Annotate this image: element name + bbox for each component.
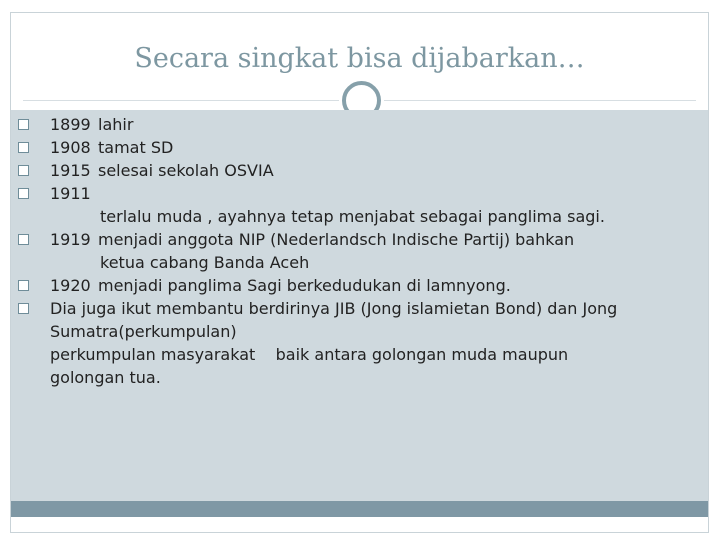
bullet-list (26, 113, 686, 389)
year-label: 1920 (50, 276, 91, 295)
year-label: 1911 (50, 184, 91, 203)
year-label: 1899 (50, 115, 91, 134)
title-area (11, 13, 708, 110)
year-label: 1908 (50, 138, 91, 157)
bullet-square-icon (18, 165, 29, 176)
list-item-continuation: Sumatra(perkumpulan) (50, 322, 237, 341)
list-item-continuation: terlalu muda , ayahnya tetap menjabat sebagai panglima sagi. (100, 207, 605, 226)
list-item (26, 182, 686, 205)
item-text: Dia juga ikut membantu berdirinya JIB (Jong islamietan Bond) dan Jong (50, 299, 618, 318)
year-label: 1919 (50, 230, 91, 249)
list-item (26, 228, 686, 251)
footer-bar (11, 501, 708, 517)
item-text: menjadi panglima Sagi berkedudukan di lamnyong. (98, 276, 511, 295)
bullet-square-icon (18, 303, 29, 314)
item-text: tamat SD (98, 138, 174, 157)
bullet-square-icon (18, 142, 29, 153)
item-text: menjadi anggota NIP (Nederlandsch Indische Partij) bahkan (98, 230, 575, 249)
list-item (26, 113, 686, 136)
list-item (26, 136, 686, 159)
item-text: lahir (98, 115, 134, 134)
bullet-square-icon (18, 188, 29, 199)
list-item-continuation: golongan tua. (50, 368, 161, 387)
bullet-square-icon (18, 119, 29, 130)
item-text: selesai sekolah OSVIA (98, 161, 274, 180)
bullet-square-icon (18, 280, 29, 291)
list-item (26, 274, 686, 297)
list-item-continuation: perkumpulan masyarakat baik antara golongan muda maupun (50, 345, 569, 364)
bullet-square-icon (18, 234, 29, 245)
slide-title: Secara singkat bisa dijabarkan… (134, 43, 585, 74)
list-item-continuation: ketua cabang Banda Aceh (100, 253, 310, 272)
year-label: 1915 (50, 161, 91, 180)
list-item (26, 159, 686, 182)
list-item (26, 297, 686, 320)
